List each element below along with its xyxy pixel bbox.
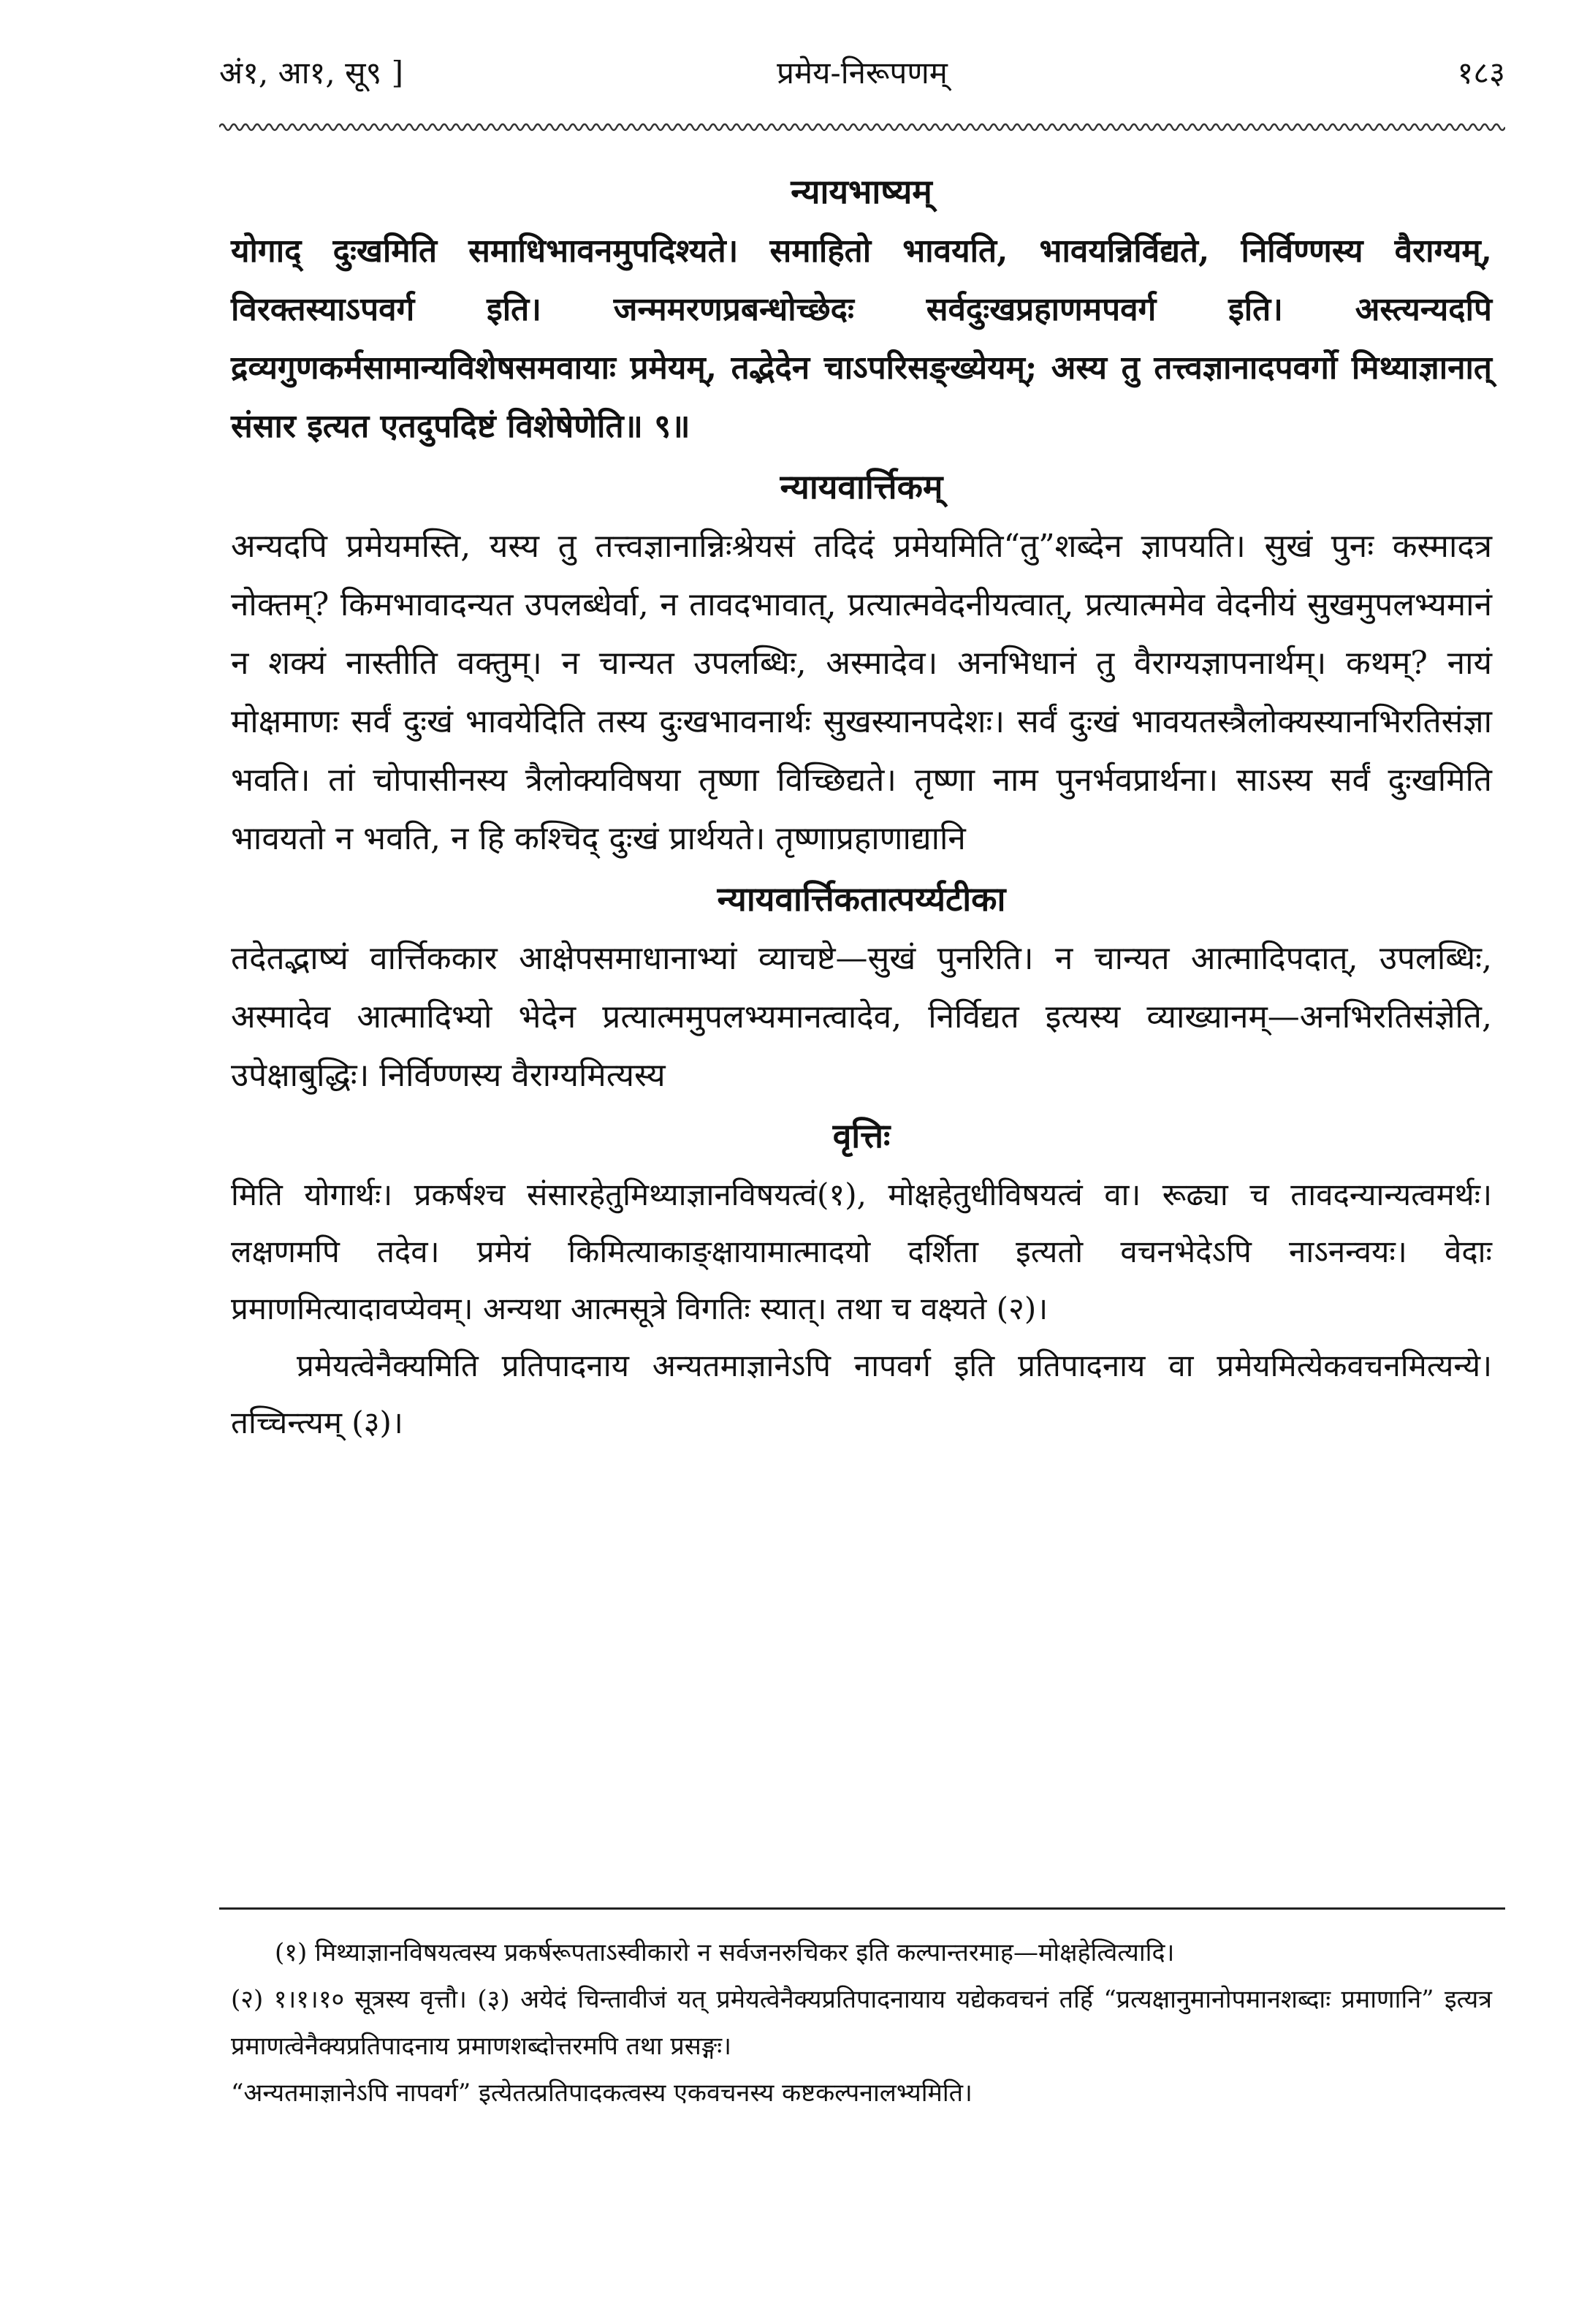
vritti-text-1: मिति योगार्थः। प्रकर्षश्च संसारहेतुमिथ्याज्ञानविषयत्वं(१), मोक्षहेतुधीविषयत्वं वा। रूढ्या च तावदन्यान्यत्वमर्थः। लक्षणमपि तदेव। प्रमेयं किमित्याकाङ्क्षायामात्मादयो दर्शिता इत्यतो वचनभेदेऽपि नाऽनन्वयः। वेदाः प्रमाणमित्यादावप्येवम्। अन्यथा आत्मसूत्रे विगतिः स्यात्। तथा च वक्ष्यते (२)। <box>231 1177 1492 1326</box>
tika-heading: न्यायवार्त्तिकतात्पर्य्यटीका <box>717 879 1006 919</box>
footnote-2: (२) १।१।१० सूत्रस्य वृत्तौ। (३) अयेदं चिन्तावीजं यत् प्रमेयत्वेनैक्यप्रतिपादनायाय यद्येकवचनं तर्हि “प्रत्यक्षानुमानोपमानशब्दाः प्रमाणानि” इत्यत्र प्रमाणत्वेनैक्यप्रतिपादनाय प्रमाणशब्दोत्तरमपि तथा प्रसङ्गः। <box>231 1985 1492 2061</box>
main-text <box>231 161 1492 1451</box>
wavy-header-rule <box>219 118 1505 136</box>
tika-text: तदेतद्भाष्यं वार्त्तिककार आक्षेपसमाधानाभ्यां व्याचष्टे—सुखं पुनरिति। न चान्यत आत्मादिपदात्, उपलब्धिः, अस्मादेव आत्मादिभ्यो भेदेन प्रत्यात्ममुपलभ्यमानत्वादेव, निर्विद्यत इत्यस्य व्याख्यानम्—अनभिरतिसंज्ञेति, उपेक्षाबुद्धिः। निर्विण्णस्य वैराग्यमित्यस्य <box>231 940 1492 1094</box>
bhashya-heading: न्यायभाष्यम् <box>791 172 932 211</box>
vartika-text: अन्यदपि प्रमेयमस्ति, यस्य तु तत्त्वज्ञानान्निःश्रेयसं तदिदं प्रमेयमिति“तु”शब्देन ज्ञापयति। सुखं पुनः कस्मादत्र नोक्तम्? किमभावादन्यत उपलब्धेर्वा, न तावदभावात्, प्रत्यात्मवेदनीयत्वात्, प्रत्यात्ममेव वेदनीयं सुखमुपलभ्यमानं न शक्यं नास्तीति वक्तुम्। न चान्यत उपलब्धिः, अस्मादेव। अनभिधानं तु वैराग्यज्ञापनार्थम्। कथम्? नायं मोक्षमाणः सर्वं दुःखं भावयेदिति तस्य दुःखभावनार्थः सुखस्यानपदेशः। सर्वं दुःखं भावयतस्त्रैलोक्यस्यानभिरतिसंज्ञा भवति। तां चोपासीनस्य त्रैलोक्यविषया तृष्णा विच्छिद्यते। तृष्णा नाम पुनर्भवप्रार्थना। साऽस्य सर्वं दुःखमिति भावयतो न भवति, न हि कश्चिद् दुःखं प्रार्थयते। तृष्णाप्रहाणाद्यानि <box>231 528 1492 857</box>
footnote-1: (१) मिथ्याज्ञानविषयत्वस्य प्रकर्षरूपताऽस्वीकारो न सर्वजनरुचिकर इति कल्पान्तरमाह—मोक्षहेत्वित्यादि। <box>275 1938 1175 1967</box>
section-reference: अं१, आ१, सू९ ] <box>219 55 404 91</box>
vartika-heading: न्यायवार्त्तिकम् <box>780 467 943 506</box>
vritti-heading: वृत्तिः <box>832 1116 891 1155</box>
footnote-3: “अन्यतमाज्ञानेऽपि नापवर्ग” इत्येतत्प्रतिपादकत्वस्य एकवचनस्य कष्टकल्पनालभ्यमिति। <box>231 2078 973 2108</box>
footnote-separator <box>219 1907 1505 1910</box>
page-number: १८३ <box>1457 55 1505 91</box>
vritti-text-2: प्रमेयत्वेनैक्यमिति प्रतिपादनाय अन्यतमाज्ञानेऽपि नापवर्ग इति प्रतिपादनाय वा प्रमेयमित्येकवचनमित्यन्ये। तच्चिन्त्यम् (३)। <box>231 1348 1492 1440</box>
running-header <box>219 51 1505 110</box>
bhashya-text: योगाद् दुःखमिति समाधिभावनमुपदिश्यते। समाहितो भावयति, भावयन्निर्विद्यते, निर्विण्णस्य वैराग्यम्, विरक्तस्याऽपवर्ग इति। जन्ममरणप्रबन्धोच्छेदः सर्वदुःखप्रहाणमपवर्ग इति। अस्त्यन्यदपि द्रव्यगुणकर्मसामान्यविशेषसमवायाः प्रमेयम्, तद्भेदेन चाऽपरिसङ्ख्येयम्; अस्य तु तत्त्वज्ञानादपवर्गो मिथ्याज्ञानात् संसार इत्यत एतदुपदिष्टं विशेषेणेति॥ ९॥ <box>231 232 1492 445</box>
running-title: प्रमेय-निरूपणम् <box>777 55 948 91</box>
footnotes <box>231 1929 1492 2116</box>
